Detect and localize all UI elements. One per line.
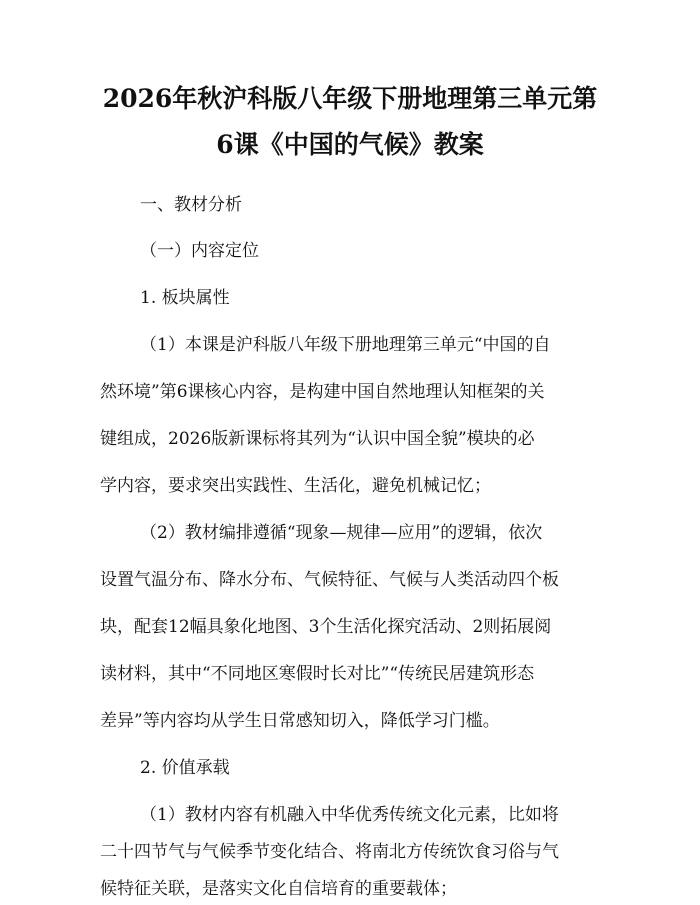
item-heading-module-attributes: 1. 板块属性 xyxy=(140,288,230,308)
paragraph-2-line-2: 设置气温分布、降水分布、气候特征、气候与人类活动四个板 xyxy=(100,570,559,590)
subsection-heading-content-positioning: （一）内容定位 xyxy=(140,241,259,261)
paragraph-3-line-1: （1）教材内容有机融入中华优秀传统文化元素，比如将 xyxy=(140,805,559,825)
item-heading-value-bearing: 2. 价值承载 xyxy=(140,758,230,778)
paragraph-1-line-2: 然环境”第6课核心内容，是构建中国自然地理认知框架的关 xyxy=(100,382,545,402)
paragraph-2-line-4: 读材料，其中“不同地区寒假时长对比”“传统民居建筑形态 xyxy=(100,664,535,684)
paragraph-2-line-1: （2）教材编排遵循“现象—规律—应用”的逻辑，依次 xyxy=(140,523,543,543)
paragraph-3-line-2: 二十四节气与气候季节变化结合、将南北方传统饮食习俗与气 xyxy=(100,842,559,862)
document-title-line-2: 6课《中国的气候》教案 xyxy=(216,130,484,159)
paragraph-3-line-3: 候特征关联，是落实文化自信培育的重要载体； xyxy=(100,879,457,899)
paragraph-1-line-1: （1）本课是沪科版八年级下册地理第三单元“中国的自 xyxy=(140,335,551,355)
paragraph-2-line-5: 差异”等内容均从学生日常感知切入，降低学习门槛。 xyxy=(100,711,500,731)
paragraph-2-line-3: 块，配套12幅具象化地图、3个生活化探究活动、2则拓展阅 xyxy=(100,617,552,637)
document-title-line-1: 2026年秋沪科版八年级下册地理第三单元第 xyxy=(102,84,598,113)
section-heading-textbook-analysis: 一、教材分析 xyxy=(140,195,242,215)
paragraph-1-line-4: 学内容，要求突出实践性、生活化，避免机械记忆； xyxy=(100,476,491,496)
paragraph-1-line-3: 键组成，2026版新课标将其列为“认识中国全貌”模块的必 xyxy=(100,429,535,449)
